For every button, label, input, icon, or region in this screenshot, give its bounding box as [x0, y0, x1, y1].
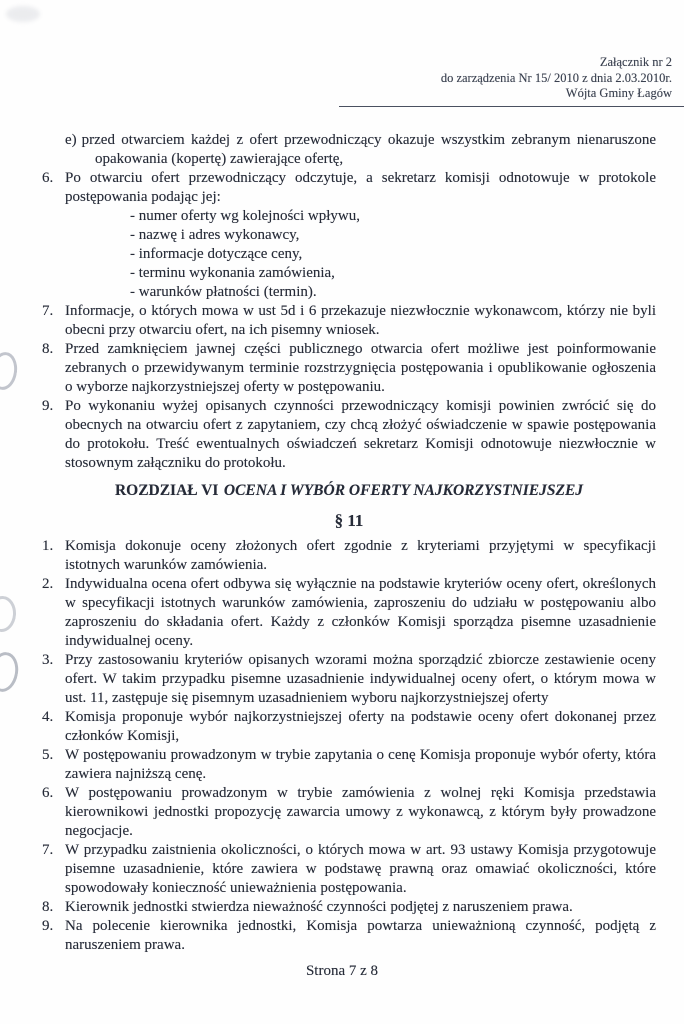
page-number: Strona 7 z 8 [305, 963, 379, 979]
dash-list [130, 207, 656, 302]
s11-item-2 [42, 575, 656, 651]
dash-item: - warunków płatności (termin). [130, 284, 317, 300]
item-text: W przypadku zaistnienia okoliczności, o których mowa w art. 93 ustawy Komisja przygotowuje pisemne uzasadnienie, które zawiera w podstawę prawną oraz omawiać okoliczności, które spowodowały konieczność unieważnienia postępowania. [65, 842, 656, 896]
item-text: W postępowaniu prowadzonym w trybie zapytania o cenę Komisja proponuje wybór oferty, która zawiera najniższą cenę. [65, 747, 656, 782]
attachment-note-line-3: Wójta Gminy Łagów [565, 86, 672, 100]
section-symbol: § 11 [334, 511, 364, 530]
s11-item-4 [42, 708, 656, 746]
item-text: W postępowaniu prowadzonym w trybie zamówienia z wolnej ręki Komisja przedstawia kierownikowi jednostki propozycję zawarcia umowy z wykonawcą, z którym były prowadzone negocjacje. [65, 785, 656, 839]
document-body [42, 131, 656, 955]
item-text: Po wykonaniu wyżej opisanych czynności przewodniczący komisji powinien zwrócić się do obecnych na otwarciu ofert z zapytaniem, czy chcą złożyć oświadczenie w spawie postępowania do protokołu. Treść ewentualnych oświadczeń sekretarz Komisji odnotowuje niezwłocznie w stosownym załączniku do protokołu. [65, 398, 656, 471]
s11-item-8 [42, 898, 656, 917]
s11-item-7 [42, 841, 656, 898]
attachment-note-line-2: do zarządzenia Nr 15/ 2010 z dnia 2.03.2010r. [440, 70, 672, 85]
item-number: 2. [42, 576, 54, 592]
item-number: 6. [42, 170, 54, 186]
ordered-list-section-11 [42, 537, 656, 955]
dash-item: - terminu wykonania zamówienia, [130, 265, 335, 281]
chapter-heading [42, 481, 656, 501]
s11-item-1 [42, 537, 656, 575]
item-text: Komisja dokonuje oceny złożonych ofert zgodnie z kryteriami przyjętymi w specyfikacji istotnych warunków zamówienia. [65, 538, 656, 573]
continued-list-item-e [65, 131, 656, 169]
scan-smudge [6, 6, 40, 22]
chapter-title: OCENA I WYBÓR OFERTY NAJKORZYSTNIEJSZEJ [223, 482, 584, 499]
s11-item-9 [42, 917, 656, 955]
s11-item-3 [42, 651, 656, 708]
ordered-item-7 [42, 302, 656, 340]
item-number: 9. [42, 918, 54, 934]
item-number: 5. [42, 747, 54, 763]
ordered-item-6 [42, 169, 656, 207]
s11-item-6 [42, 784, 656, 841]
item-text: Przy zastosowaniu kryteriów opisanych wzorami można sporządzić zbiorcze zestawienie oceny ofert. W takim przypadku pisemne uzasadnienie indywidualnej oceny ofert, o którym mowa w ust. 11, zastępuje się pisemnym uzasadnieniem wyboru najkorzystniejszej oferty [65, 652, 656, 706]
chapter-number: ROZDZIAŁ VI [114, 482, 219, 499]
item-text: Na polecenie kierownika jednostki, Komisja powtarza unieważnioną czynność, podjętą z naruszeniem prawa. [65, 918, 656, 953]
item-number: 8. [42, 899, 54, 915]
item-text: Informacje, o których mowa w ust 5d i 6 przekazuje niezwłocznie wykonawcom, którzy nie byli obecni przy otwarciu ofert, na ich pisemny wniosek. [65, 303, 656, 338]
attachment-note [339, 55, 684, 107]
page-footer [0, 963, 684, 980]
scan-artifact [0, 650, 21, 694]
item-text: Komisja proponuje wybór najkorzystniejszej oferty na podstawie oceny ofert dokonanej przez członków Komisji, [65, 709, 656, 744]
item-number: 1. [42, 538, 54, 554]
dash-item: - nazwę i adres wykonawcy, [130, 227, 300, 243]
attachment-note-line-1: Załącznik nr 2 [599, 55, 672, 69]
dash-item: - informacje dotyczące ceny, [130, 246, 303, 262]
item-number: 3. [42, 652, 54, 668]
item-number: 7. [42, 303, 54, 319]
item-number: 9. [42, 398, 54, 414]
item-text: przed otwarciem każdej z ofert przewodniczący okazuje wszystkim zebranym nienaruszone opakowania (kopertę) zawierające ofertę, [81, 132, 656, 167]
item-marker: e) [65, 132, 77, 148]
item-text: Indywidualna ocena ofert odbywa się wyłącznie na podstawie kryteriów oceny ofert, określonych w specyfikacji istotnych warunków zamówienia, zaproszeniu do udziału w postępowaniu albo zaproszeniu do składania ofert. Każdy z członków Komisji sporządza pisemne uzasadnienie indywidualnej oceny. [65, 576, 656, 649]
dash-item: - numer oferty wg kolejności wpływu, [130, 208, 360, 224]
item-number: 7. [42, 842, 54, 858]
ordered-item-9 [42, 397, 656, 473]
item-text: Kierownik jednostki stwierdza nieważność czynności podjętej z naruszeniem prawa. [65, 899, 573, 915]
ordered-item-8 [42, 340, 656, 397]
scan-artifact [0, 350, 20, 391]
item-number: 6. [42, 785, 54, 801]
scan-artifact [0, 595, 17, 633]
s11-item-5 [42, 746, 656, 784]
item-number: 4. [42, 709, 54, 725]
item-number: 8. [42, 341, 54, 357]
item-text: Po otwarciu ofert przewodniczący odczytuje, a sekretarz komisji odnotowuje w protokole postępowania podając jej: [65, 170, 656, 205]
item-text: Przed zamknięciem jawnej części publicznego otwarcia ofert możliwe jest poinformowanie zebranych o przewidywanym terminie rozstrzygnięcia postępowania i opublikowanie ogłoszenia o wyborze najkorzystniejszej oferty w postępowaniu. [65, 341, 656, 395]
